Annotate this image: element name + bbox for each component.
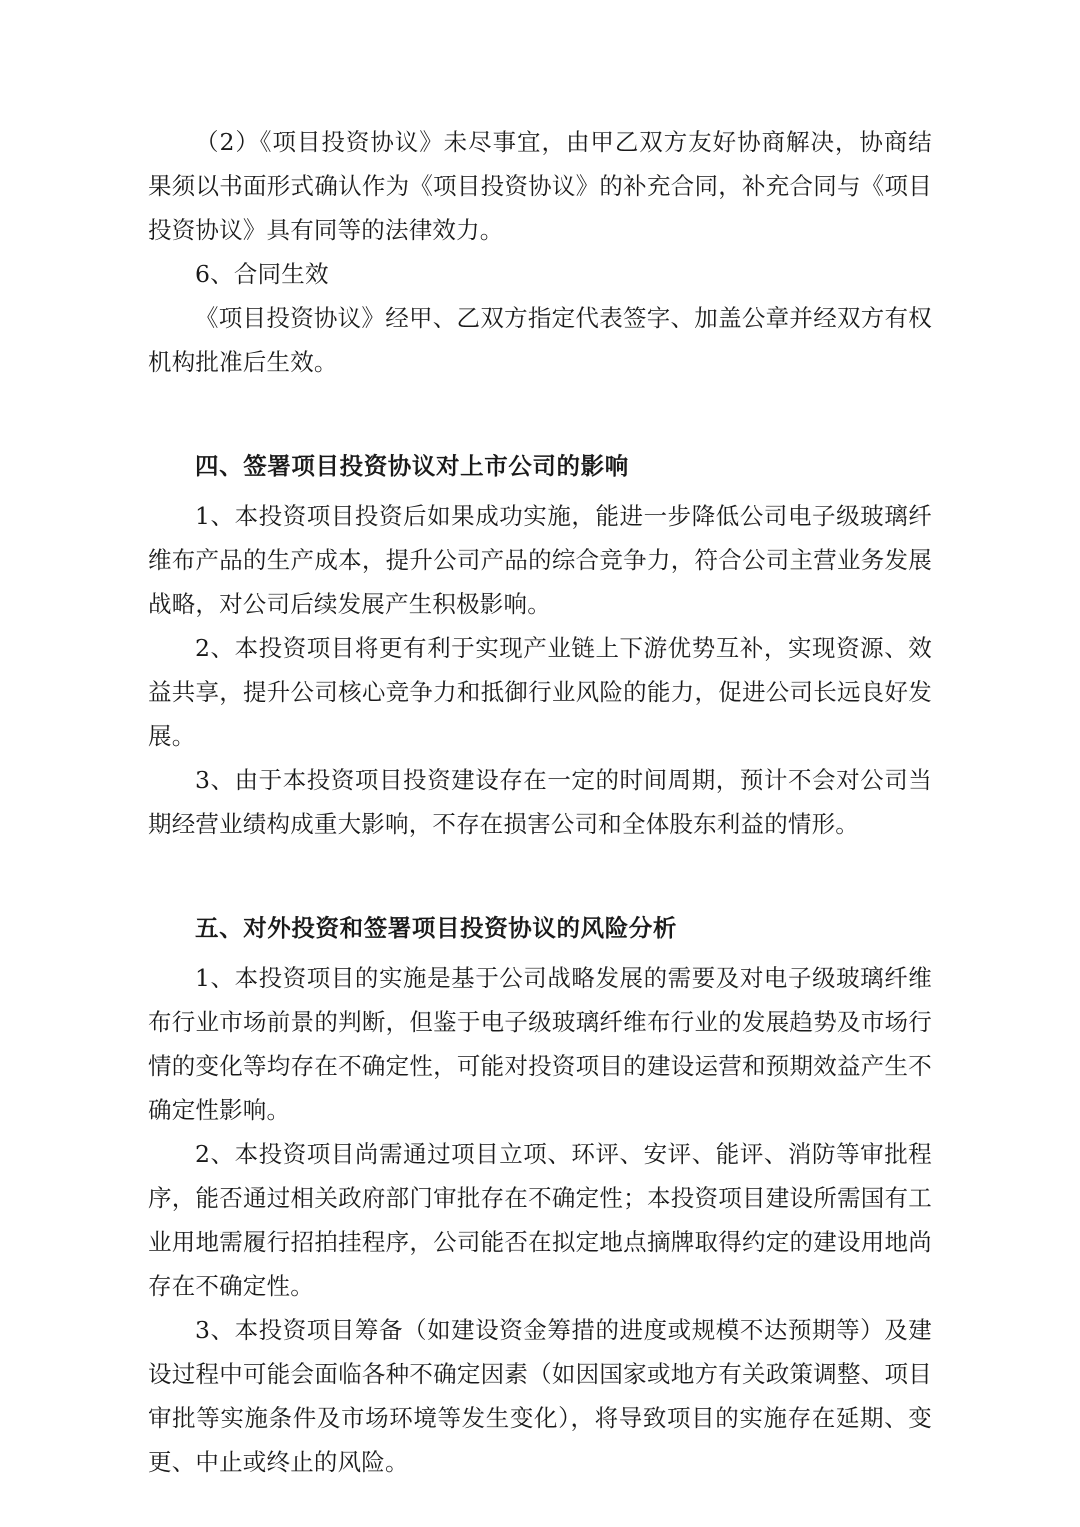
heading-section-five: 五、对外投资和签署项目投资协议的风险分析: [195, 914, 677, 942]
document-body: [148, 120, 932, 1484]
para-contract-effective-detail: 《项目投资协议》经甲、乙双方指定代表签字、加盖公章并经双方有权机构批准后生效。: [148, 304, 932, 376]
spacer-before-section-five: [148, 846, 932, 872]
heading-section-four: 四、签署项目投资协议对上市公司的影响: [195, 452, 629, 480]
para-impact-2: 2、本投资项目将更有利于实现产业链上下游优势互补，实现资源、效益共享，提升公司核心竞争力和抵御行业风险的能力，促进公司长远良好发展。: [148, 634, 932, 750]
para-impact-1: 1、本投资项目投资后如果成功实施，能进一步降低公司电子级玻璃纤维布产品的生产成本，提升公司产品的综合竞争力，符合公司主营业务发展战略，对公司后续发展产生积极影响。: [148, 502, 932, 618]
para-agreement-unsettled-matters: （2）《项目投资协议》未尽事宜，由甲乙双方友好协商解决，协商结果须以书面形式确认作为《项目投资协议》的补充合同，补充合同与《项目投资协议》具有同等的法律效力。: [148, 128, 932, 244]
para-item-6-contract-effective: 6、合同生效: [195, 260, 329, 288]
para-risk-1: 1、本投资项目的实施是基于公司战略发展的需要及对电子级玻璃纤维布行业市场前景的判断，但鉴于电子级玻璃纤维布行业的发展趋势及市场行情的变化等均存在不确定性，可能对投资项目的建设运营和预期效益产生不确定性影响。: [148, 964, 932, 1124]
spacer-before-section-four: [148, 384, 932, 410]
para-impact-3: 3、由于本投资项目投资建设存在一定的时间周期，预计不会对公司当期经营业绩构成重大影响，不存在损害公司和全体股东利益的情形。: [148, 766, 932, 838]
para-risk-3: 3、本投资项目筹备（如建设资金筹措的进度或规模不达预期等）及建设过程中可能会面临各种不确定因素（如因国家或地方有关政策调整、项目审批等实施条件及市场环境等发生变化），将导致项目的实施存在延期、变更、中止或终止的风险。: [148, 1316, 932, 1476]
para-risk-2: 2、本投资项目尚需通过项目立项、环评、安评、能评、消防等审批程序，能否通过相关政府部门审批存在不确定性；本投资项目建设所需国有工业用地需履行招拍挂程序，公司能否在拟定地点摘牌取得约定的建设用地尚存在不确定性。: [148, 1140, 932, 1300]
